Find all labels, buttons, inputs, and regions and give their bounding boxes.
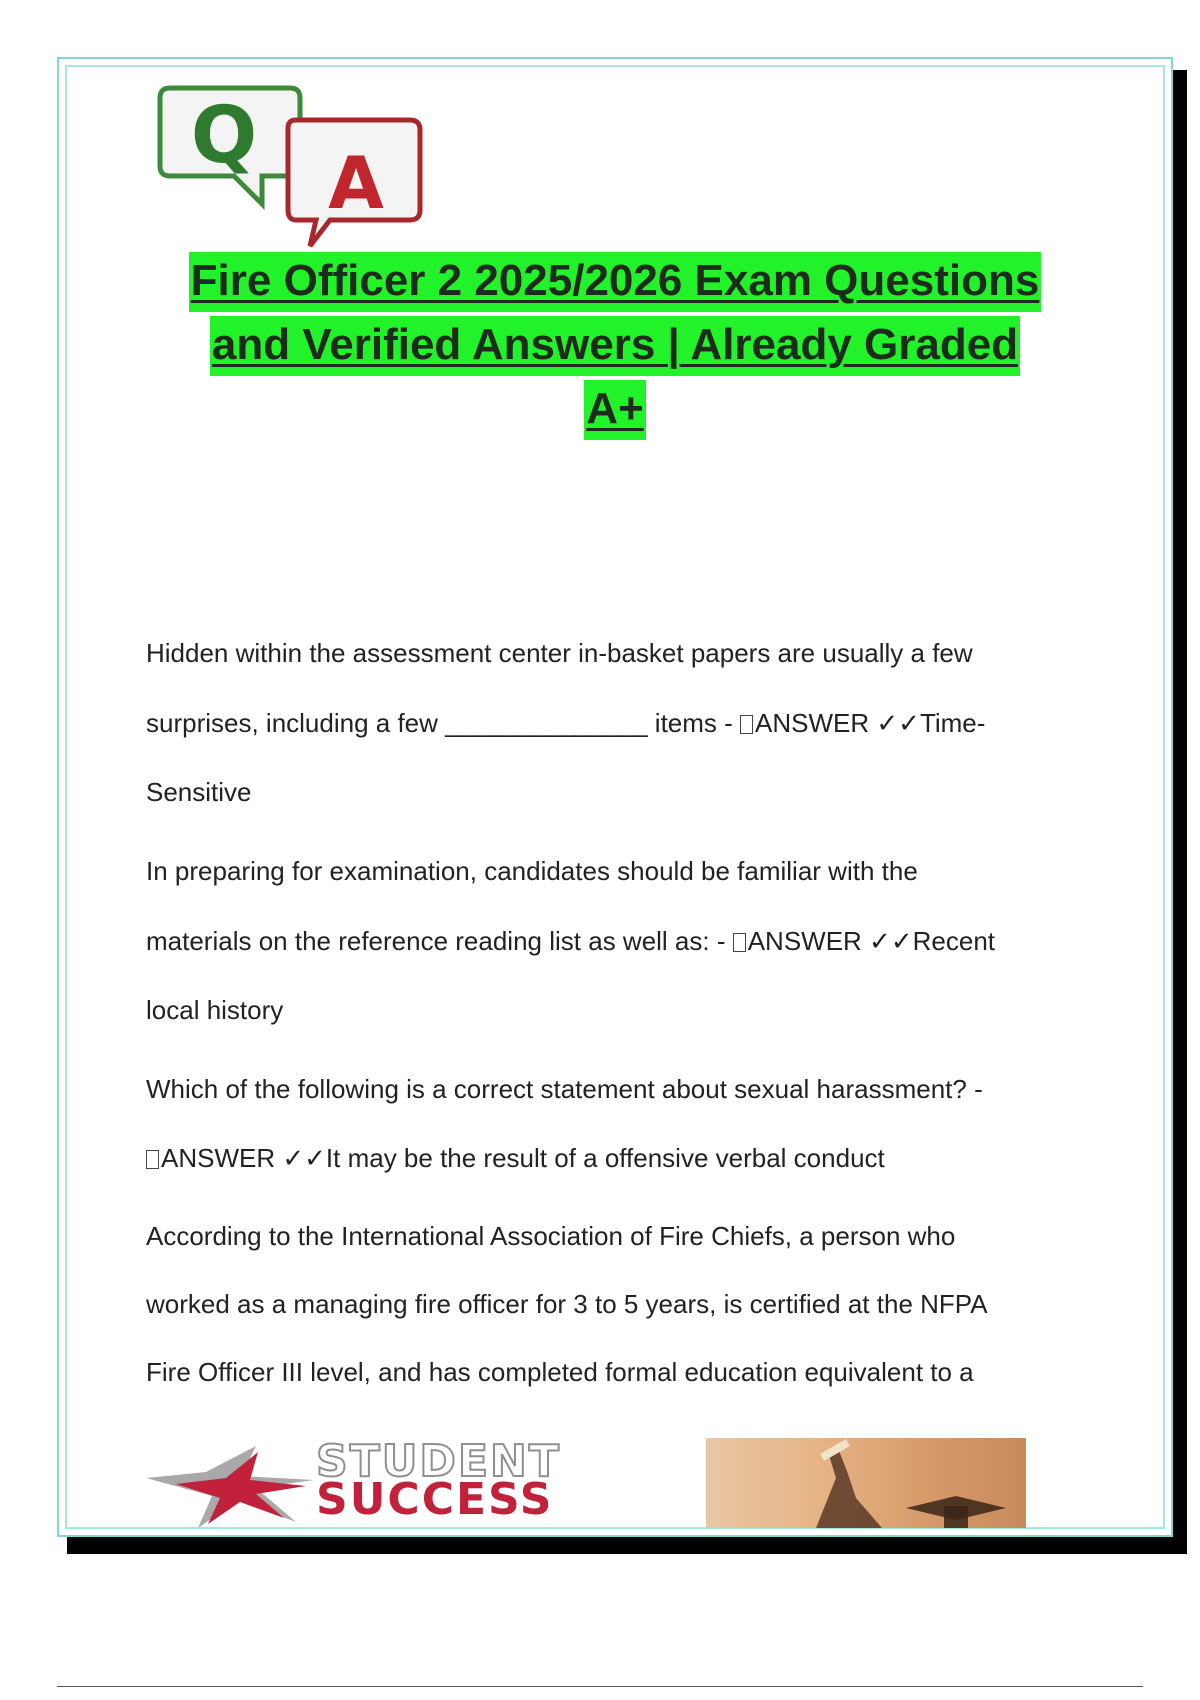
qa-item-1-line-2 [146,688,1086,758]
qa-item-2 [146,836,1086,1044]
qa-item-3 [146,1054,1086,1192]
qa-item-2-question-end: materials on the reference reading list as well as: - [146,926,733,956]
graduate-silhouette-icon [706,1438,1026,1528]
title-line-3: A+ [584,380,645,440]
document-title [120,252,1110,444]
logo-q-letter: Q [190,91,258,181]
title-line-1: Fire Officer 2 2025/2026 Exam Questions [189,252,1042,312]
star-swoosh-icon [146,1438,316,1528]
brand-student-text: STUDENT [316,1436,561,1487]
qa-item-3-answer: ANSWER ✓✓It may be the result of a offensive verbal conduct [161,1143,885,1173]
qa-item-3-line-2 [146,1124,1086,1192]
qa-item-4-line-1: According to the International Association of Fire Chiefs, a person who [146,1221,956,1251]
qa-item-1-line-3: Sensitive [146,777,252,807]
missing-glyph-icon [733,933,746,952]
qa-item-1-question-end: surprises, including a few ______________ items - [146,708,741,738]
qa-item-4 [146,1202,1086,1406]
qa-item-2-line-3: local history [146,995,284,1025]
qa-speech-bubbles-icon [150,84,432,254]
qa-item-2-answer: ANSWER ✓✓Recent [747,926,996,956]
logo-a-letter: A [328,141,384,225]
missing-glyph-icon [146,1150,159,1169]
title-line-2: and Verified Answers | Already Graded [210,316,1020,376]
graduate-photo [706,1438,1026,1528]
missing-glyph-icon [740,715,753,734]
qa-item-1-line-1: Hidden within the assessment center in-basket papers are usually a few [146,638,973,668]
bottom-rule [57,1686,1143,1687]
qa-item-4-line-3: Fire Officer III level, and has completed formal education equivalent to a [146,1357,974,1387]
qa-item-3-line-1: Which of the following is a correct statement about sexual harassment? - [146,1074,983,1104]
qa-item-1-answer: ANSWER ✓✓Time- [755,708,986,738]
qa-content [146,618,1086,1416]
qa-item-1 [146,618,1086,826]
student-success-banner [146,1438,1026,1528]
qa-item-2-line-2 [146,906,1086,976]
qa-item-4-line-2: worked as a managing fire officer for 3 to 5 years, is certified at the NFPA [146,1289,988,1319]
qa-item-2-line-1: In preparing for examination, candidates should be familiar with the [146,856,918,886]
brand-success-text: SUCCESS [316,1474,554,1525]
